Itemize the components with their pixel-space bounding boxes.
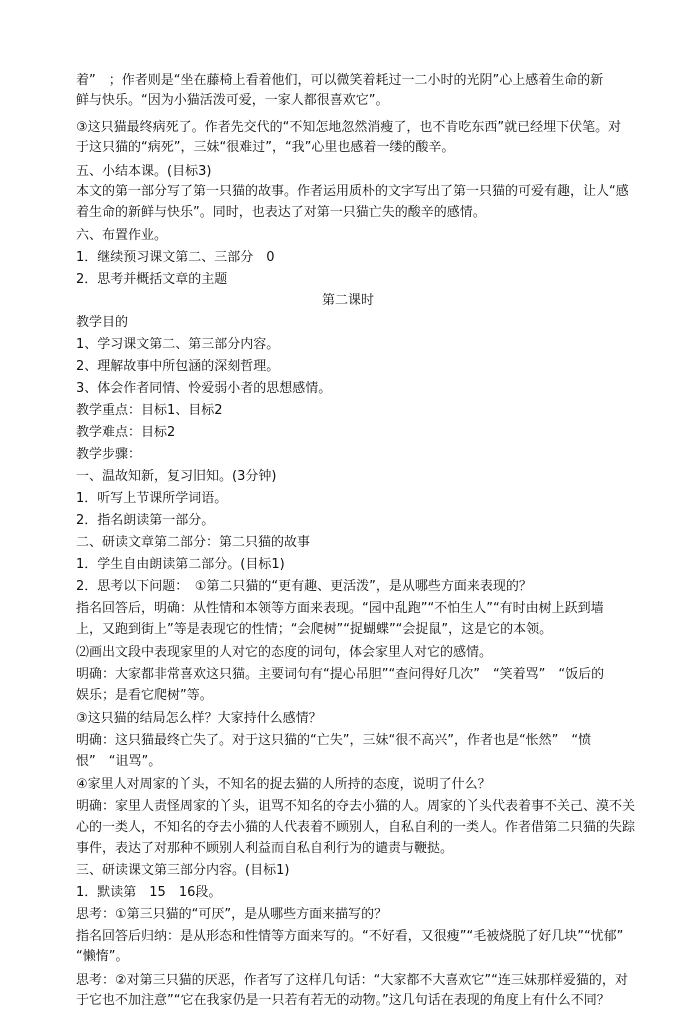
text-line: 1．默读第 15 16段。 (76, 885, 222, 900)
text-line: 娱乐；是看它爬树”等。 (76, 688, 213, 703)
text-line: 教学难点：目标2 (76, 425, 176, 440)
section-heading: 五、小结本课。(目标3) (76, 164, 212, 179)
text-line: 上，又跑到街上”等是表现它的性情；“会爬树”“捉蝴蝶”“会捉鼠”，这是它的本领。 (76, 622, 553, 637)
text-line: 明确：家里人责怪周家的丫头，诅骂不知名的夺去小猫的人。周家的丫头代表着事不关己、漠不关 (76, 799, 636, 814)
text-line: 鲜与快乐。“因为小猫活泼可爱，一家人都很喜欢它”。 (76, 93, 389, 108)
text-line: 着生命的新鲜与快乐”。同时，也表达了对第一只猫亡失的酸辛的感情。 (76, 205, 486, 220)
text-line: 2、理解故事中所包涵的深刻哲理。 (76, 359, 280, 374)
text-line: 本文的第一部分写了第一只猫的故事。作者运用质朴的文字写出了第一只猫的可爱有趣，让人“感 (76, 184, 629, 199)
text-line: 1．听写上节课所学词语。 (76, 491, 228, 506)
text-line: 指名回答后归纳：是从形态和性情等方面来写的。“不好看，又很瘦”“毛被烧脱了好几块”“忧郁” (76, 929, 624, 944)
text-line: 心的一类人，不知名的夺去小猫的人代表着不顾别人，自私自利的一类人。作者借第二只猫的失踪 (76, 820, 636, 835)
text-line: 1．继续预习课文第二、三部分 0 (76, 250, 275, 265)
text-line: 思考：①第三只猫的“可厌”，是从哪些方面来描写的？ (76, 907, 388, 922)
text-line: ⑵画出文段中表现家里的人对它的态度的词句，体会家里人对它的感情。 (76, 645, 493, 660)
text-line: 着” ；作者则是“坐在藤椅上看着他们，可以微笑着耗过一二小时的光阴”心上感着生命的新 (76, 73, 604, 88)
text-line: 思考：②对第三只猫的厌恶，作者写了这样几句话：“大家都不大喜欢它”“连三妹那样爱猫的，对 (76, 973, 628, 988)
text-line: 2．思考并概括文章的主题 (76, 272, 228, 287)
text-line: 1．学生自由朗读第二部分。(目标1) (76, 557, 285, 572)
section-heading: 二、研读文章第二部分：第二只猫的故事 (76, 535, 311, 550)
text-line: 教学重点：目标1、目标2 (76, 403, 223, 418)
section-heading: 教学目的 (76, 315, 129, 330)
text-line: ③这只猫的结局怎么样？大家持什么感情？ (76, 711, 322, 726)
section-heading: 一、温故知新，复习旧知。(3分钟) (76, 469, 277, 484)
text-line: 1、学习课文第二、第三部分内容。 (76, 337, 280, 352)
text-line: 于这只猫的“病死”，三妹“很难过”，“我”心里也感着一缕的酸辛。 (76, 140, 455, 155)
section-heading: 教学步骤： (76, 447, 142, 462)
text-line: 明确：大家都非常喜欢这只猫。主要词句有“提心吊胆”“查问得好几次” “笑着骂” “饭后的 (76, 667, 605, 682)
text-line: 于它也不加注意”“它在我家仍是一只若有若无的动物。”这几句话在表现的角度上有什么不同？ (76, 993, 610, 1008)
text-line: “懒惰”。 (76, 949, 129, 964)
text-line: 明确：这只猫最终亡失了。对于这只猫的“亡失”，三妹“很不高兴”，作者也是“怅然” “愤 (76, 733, 592, 748)
text-line: 事件，表达了对那种不顾别人利益而自私自利行为的谴责与鞭挞。 (76, 841, 454, 856)
text-line: 2．思考以下问题： ①第二只猫的“更有趣、更活泼”，是从哪些方面来表现的？ (76, 579, 532, 594)
section-heading: 六、布置作业。 (76, 228, 168, 243)
text-line: 恨” “诅骂”。 (76, 754, 162, 769)
text-line: ③这只猫最终病死了。作者先交代的“不知怎地忽然消瘦了，也不肯吃东西”就已经埋下伏笔。对 (76, 120, 622, 135)
lesson-title: 第二课时 (321, 293, 374, 308)
text-line: 3、体会作者同情、怜爱弱小者的思想感情。 (76, 381, 332, 396)
section-heading: 三、研读课文第三部分内容。(目标1) (76, 863, 290, 878)
text-line: ④家里人对周家的丫头，不知名的捉去猫的人所持的态度，说明了什么？ (76, 777, 491, 792)
text-line: 指名回答后，明确：从性情和本领等方面来表现。“园中乱跑”“不怕生人”“有时由树上跃到墙 (76, 601, 604, 616)
text-line: 2．指名朗读第一部分。 (76, 513, 215, 528)
